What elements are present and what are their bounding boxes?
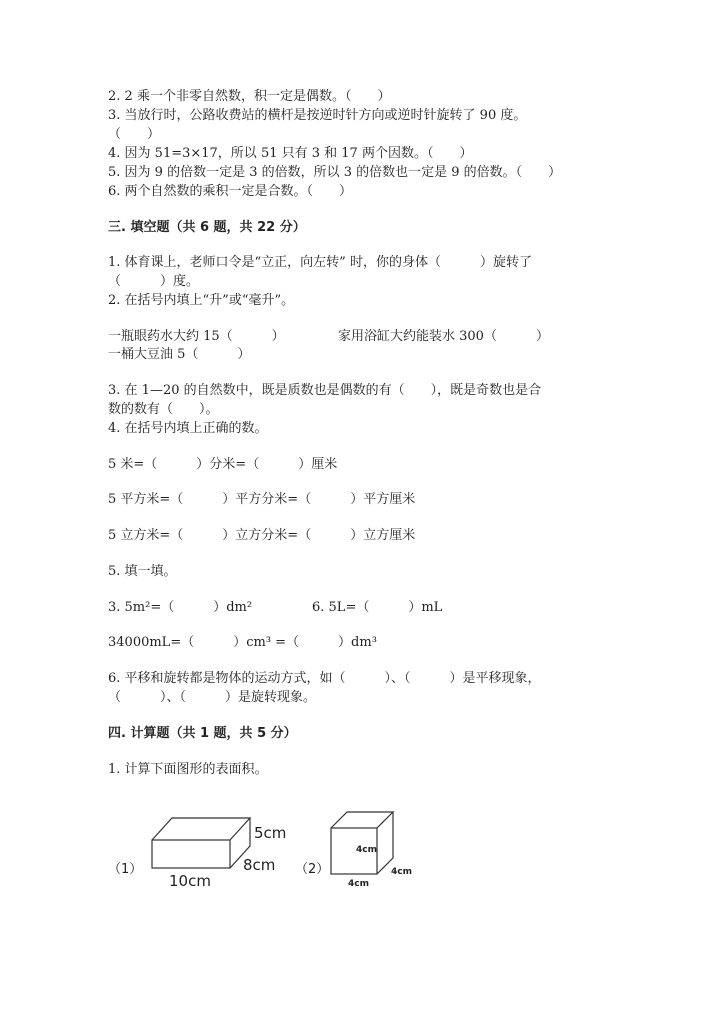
fill-question-2-item-2: 家用浴缸大约能装水 300（ ） [338,329,549,344]
calc-question-1: 1. 计算下面图形的表面积。 [108,762,268,777]
figure-1-width-label: 8cm [243,856,276,874]
figure-2-width-label: 4cm [391,867,412,877]
judge-question-2: 2. 2 乘一个非零自然数，积一定是偶数。（ ） [108,89,391,104]
fill-question-2-item-3: 一桶大豆油 5（ ） [108,347,251,362]
fill-question-4: 4. 在括号内填上正确的数。 [108,421,268,436]
judge-question-6: 6. 两个自然数的乘积一定是合数。（ ） [108,184,353,199]
judge-question-3: 3. 当放行时，公路收费站的横杆是按逆时针方向或逆时针旋转了 90 度。 [108,108,527,123]
fill-question-5-b: 6. 5L=（ ）mL [312,600,443,615]
judge-question-3-blank: （ ） [108,127,161,142]
cuboid-figure [152,818,250,868]
fill-question-1-cont: （ ）度。 [108,274,200,289]
fill-question-5-c: 34000mL=（ ）cm³ =（ ）dm³ [108,635,377,650]
fill-question-3: 3. 在 1—20 的自然数中，既是质数也是偶数的有（ ），既是奇数也是合 [108,383,542,398]
fill-question-2-item-1: 一瓶眼药水大约 15（ ） [108,329,285,344]
cuboid-top-face [152,818,250,840]
cube-front-face [331,828,377,874]
fill-question-2: 2. 在括号内填上“升”或“毫升”。 [108,293,295,308]
fill-question-5-a: 3. 5m²=（ ）dm² [108,600,253,615]
calc-section-heading: 四. 计算题（共 1 题，共 5 分） [108,726,297,741]
fill-question-4-row-3: 5 立方米=（ ）立方分米=（ ）立方厘米 [108,528,416,543]
fill-section-heading: 三. 填空题（共 6 题，共 22 分） [108,220,306,235]
fill-question-4-row-1: 5 米=（ ）分米=（ ）厘米 [108,457,338,472]
figure-1-label: （1） [108,862,143,877]
figure-2-length-label: 4cm [348,879,369,889]
figure-2-height-label: 4cm [356,845,377,855]
judge-question-5: 5. 因为 9 的倍数一定是 3 的倍数，所以 3 的倍数也一定是 9 的倍数。（ ） [108,165,562,180]
judge-question-4: 4. 因为 51=3×17，所以 51 只有 3 和 17 两个因数。（ ） [108,146,473,161]
figure-1-height-label: 5cm [254,824,287,842]
cube-top-face [331,812,393,828]
figure-2-label: （2） [295,862,330,877]
fill-question-3-cont: 数的数有（ ）。 [108,402,219,417]
fill-question-4-row-2: 5 平方米=（ ）平方分米=（ ）平方厘米 [108,492,416,507]
cube-figure [331,812,393,874]
cuboid-front-face [152,840,230,868]
figure-1-length-label: 10cm [169,872,211,890]
fill-question-5: 5. 填一填。 [108,564,177,579]
fill-question-1: 1. 体育课上，老师口令是“立正，向左转” 时，你的身体（ ）旋转了 [108,255,532,270]
fill-question-6: 6. 平移和旋转都是物体的运动方式，如（ ）、（ ）是平移现象， [108,671,541,686]
cube-side-face [377,812,393,874]
cuboid-side-face [230,818,250,868]
fill-question-6-cont: （ ）、（ ）是旋转现象。 [108,690,317,705]
